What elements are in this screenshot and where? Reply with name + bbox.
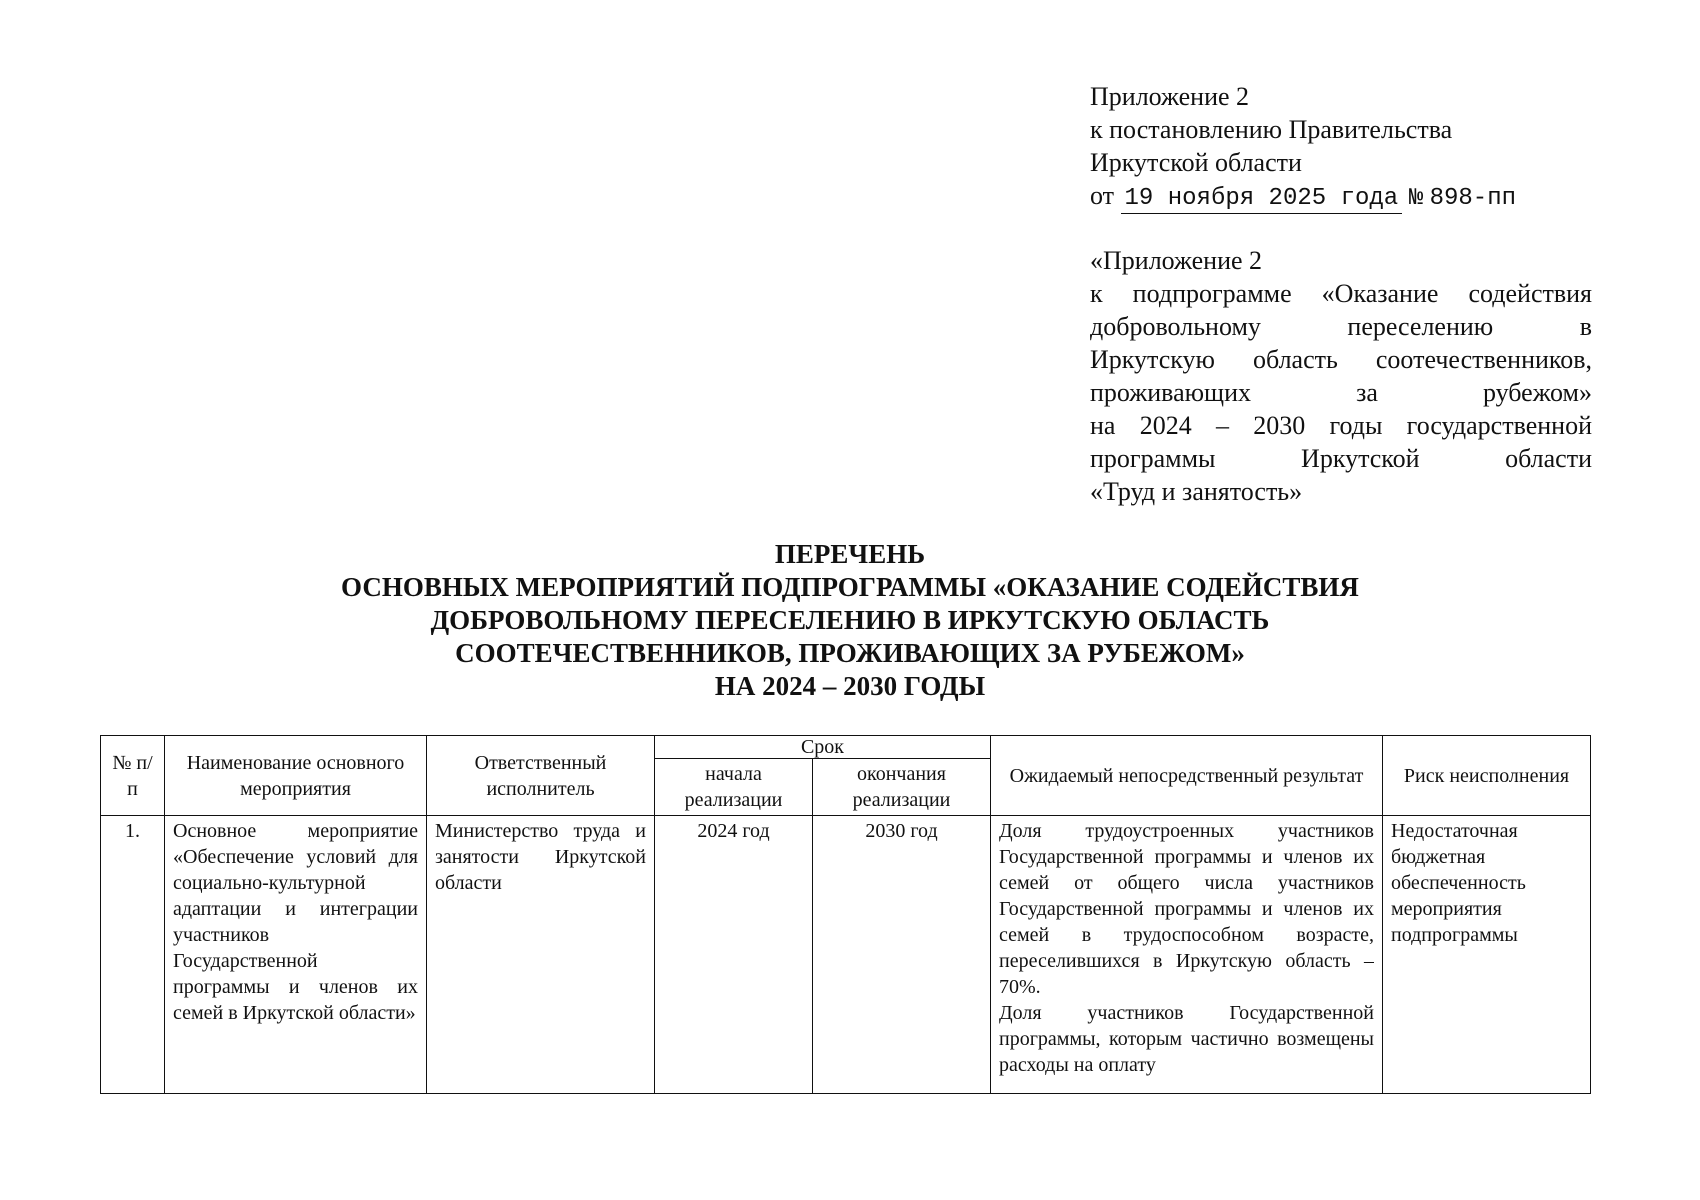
measures-table: [100, 735, 1591, 1094]
title-line: ОСНОВНЫХ МЕРОПРИЯТИЙ ПОДПРОГРАММЫ «ОКАЗАНИЕ СОДЕЙСТВИЯ: [341, 572, 1359, 602]
header-term: Срок: [655, 736, 991, 759]
header-risk: Риск неисполнения: [1383, 736, 1591, 816]
row-result: [991, 816, 1383, 1094]
sub-appendix-line: к подпрограмме «Оказание содействия: [1090, 279, 1592, 308]
appendix-date-line: [1090, 179, 1590, 215]
title-line: ПЕРЕЧЕНЬ: [774, 539, 926, 569]
date-value: 19 ноября 2025 года: [1121, 185, 1403, 214]
title-line: ДОБРОВОЛЬНОМУ ПЕРЕСЕЛЕНИЮ В ИРКУТСКУЮ ОБЛАСТЬ: [430, 605, 1270, 635]
header-executor: Ответственный исполнитель: [427, 736, 655, 816]
row-name: Основное мероприятие «Обеспечение условий для социально-культурной адаптации и интеграции участников Государственной программы и членов их семей в Иркутской области»: [165, 816, 427, 1094]
number-sign: №: [1408, 185, 1424, 212]
row-executor: Министерство труда и занятости Иркутской области: [427, 816, 655, 1094]
row-risk: Недостаточная бюджетная обеспеченность мероприятия подпрограммы: [1383, 816, 1591, 1094]
sub-appendix-line: на 2024 – 2030 годы государственной: [1090, 411, 1592, 440]
document-number: 898-пп: [1429, 185, 1517, 212]
header-result: Ожидаемый непосредственный результат: [991, 736, 1383, 816]
document-title: [100, 538, 1600, 703]
appendix-header: [1090, 80, 1590, 215]
result-paragraph: Доля трудоустроенных участников Государственной программы и членов их семей от общего числа участников Государственной программы и членов их семей в трудоспособном возрасте, переселившихся в Иркутскую область – 70%.: [999, 820, 1374, 998]
date-prefix: от: [1090, 181, 1115, 210]
sub-appendix-title: «Приложение 2: [1090, 246, 1263, 275]
appendix-region: Иркутской области: [1090, 148, 1302, 177]
header-name: Наименование основного мероприятия: [165, 736, 427, 816]
sub-appendix-line: проживающих за рубежом»: [1090, 378, 1592, 407]
row-start: 2024 год: [655, 816, 813, 1094]
sub-appendix-line: программы Иркутской области: [1090, 444, 1592, 473]
row-end: 2030 год: [813, 816, 991, 1094]
sub-appendix-line: «Труд и занятость»: [1090, 477, 1303, 506]
header-end: окончания реализации: [813, 759, 991, 816]
title-line: НА 2024 – 2030 ГОДЫ: [714, 671, 986, 701]
header-start: начала реализации: [655, 759, 813, 816]
appendix-reference: к постановлению Правительства: [1090, 115, 1453, 144]
row-num: 1.: [101, 816, 165, 1094]
appendix-title: Приложение 2: [1090, 82, 1250, 111]
sub-appendix-line: Иркутскую область соотечественников,: [1090, 345, 1592, 374]
sub-appendix-line: добровольному переселению в: [1090, 312, 1592, 341]
table-row: [101, 816, 1591, 1094]
title-line: СООТЕЧЕСТВЕННИКОВ, ПРОЖИВАЮЩИХ ЗА РУБЕЖОМ»: [455, 638, 1245, 668]
sub-appendix-header: [1090, 244, 1592, 508]
result-paragraph: Доля участников Государственной программы, которым частично возмещены расходы на оплату: [999, 1002, 1374, 1076]
header-num: № п/п: [101, 736, 165, 816]
